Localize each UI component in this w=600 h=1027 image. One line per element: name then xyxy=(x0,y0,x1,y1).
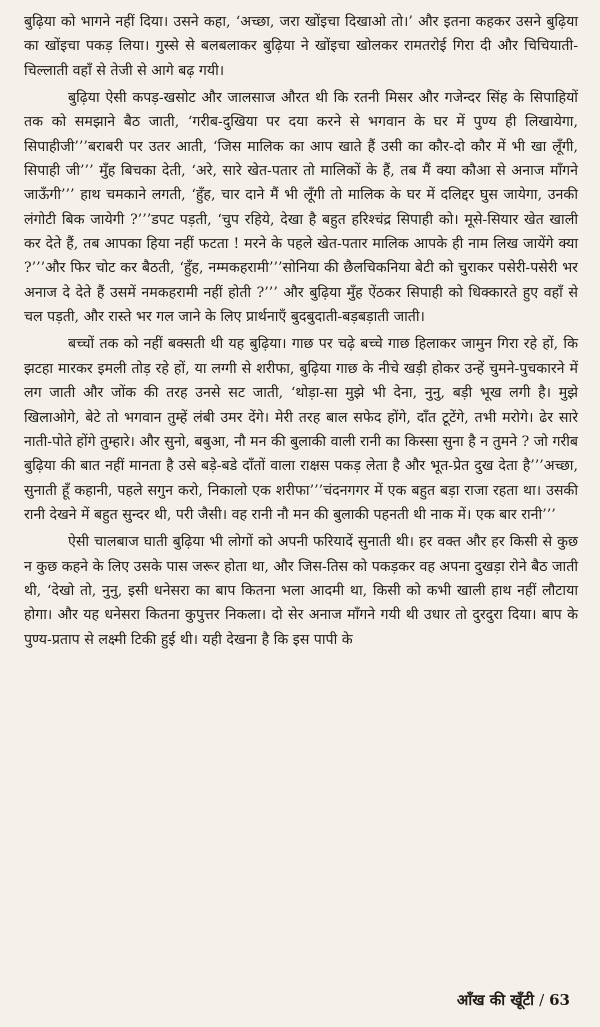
paragraph-4: ऐसी चालबाज घाती बुढ़िया भी लोगों को अपनी फरियादें सुनाती थी। हर वक्त और हर किसी से कुछ न कुछ कहने के लिए उसके पास जरूर होता था, और जिस-तिस को पकड़कर वह अपना दुखड़ा रोने बैठ जाती थी, ‘देखो तो, नुनु, इसी धनेसरा का बाप कितना भला आदमी था, किसी को कभी खाली हाथ नहीं लौटाया होगा। और यह धनेसरा कितना कुपुत्तर निकला। दो सेर अनाज माँगने गयी थी उधार तो दुरदुरा दिया। बाप के पुण्य-प्रताप से लक्ष्मी टिकी हुई थी। यही देखना है कि इस पापी के xyxy=(24,534,578,648)
paragraph-1: बुढ़िया को भागने नहीं दिया। उसने कहा, ‘अच्छा, जरा खोंइचा दिखाओ तो।’ और इतना कहकर उसने बुढ़िया का खोंइचा पकड़ लिया। गुस्से से बलबलाकर बुढ़िया ने खोंइचा खोलकर रामतरोई गिरा दी और चिचियाती-चिल्लाती वहाँ से तेजी से आगे बढ़ गयी। xyxy=(24,14,578,79)
text-body xyxy=(24,10,578,652)
page-number: 63 xyxy=(549,991,570,1009)
page-footer xyxy=(457,990,570,1010)
paragraph-2: बुढ़िया ऐसी कपड़-खसोट और जालसाज औरत थी कि रतनी मिसर और गजेन्दर सिंह के सिपाहियों तक को समझाने बैठ जाती, ‘गरीब-दुखिया पर दया करने से भगवान के घर में पुण्य ही लिखायेगा, सिपाहीजी’’’बराबरी पर उतर आती, ‘जिस मालिक का आप खाते हैं उसी का कौर-दो कौर में भी खा लूँगी, सिपाही जी’’’ मुँह बिचका देती, ‘अरे, सारे खेत-पतार तो मालिकों के हैं, तब मैं क्या कौआ से अनाज माँगने जाऊँगी’’’ हाथ चमकाने लगती, ‘हुँह, चार दाने मैं भी लूँगी तो मालिक के घर में दलिद्दर घुस जायेगा, उनकी लंगोटी बिक जायेगी ?’’’डपट पड़ती, ‘चुप रहिये, देखा है बहुत हरिश्चंद्र सिपाही को। मूसे-सियार खेत खाली कर देते हैं, तब आपका हिया नहीं फटता ! मरने के पहले खेत-पतार मालिक आपके ही नाम लिख जायेंगे क्या ?’’’और फिर चोट कर बैठती, ‘हुँह, नम्मकहरामी’’’सोनिया की छैलचिकनिया बेटी को चुराकर पसेरी-पसेरी भर अनाज दे देते हैं उसमें नमकहरामी नहीं होती ?’’’ और बुढ़िया मुँह ऐंठकर सिपाही को धिक्कारते हुए वहाँ से चल पड़ती, और रास्ते भर गल जाने के लिए प्रार्थनाएँ बुदबुदाती-बड़बड़ाती जाती। xyxy=(24,90,578,326)
book-title: आँख की खूँटी xyxy=(456,991,535,1009)
paragraph-3: बच्चों तक को नहीं बक्सती थी यह बुढ़िया। गाछ पर चढ़े बच्चे गाछ हिलाकर जामुन गिरा रहे हों, कि झटहा मारकर इमली तोड़ रहे हों, या लग्गी से शरीफा, बुढ़िया गाछ के नीचे खड़ी होकर उन्हें चुमने-पुचकारने में लग जाती और जोंक की तरह उनसे सट जाती, ‘थोड़ा-सा मुझे भी देना, नुनु, बड़ी भूख लगी है। मुझे खिलाओगे, बेटे तो भगवान तुम्हें लंबी उमर देंगे। मेरी तरह बाल सफेद होंगे, दाँत टूटेंगे, तभी मरोगे। ढेर सारे नाती-पोते होंगे तुम्हारे। और सुनो, बबुआ, नौ मन की बुलाकी वाली रानी का किस्सा सुना है न तुमने ? जो गरीब बुढ़िया की बात नहीं मानता है उसे बड़े-बडे दाँतों वाला राक्षस पकड़ लेता है और भूत-प्रेत दुख देता है’’’अच्छा, सुनाती हूँ कहानी, पहले सगुन करो, निकालो एक शरीफा’’’चंदनगगर में एक बहुत बड़ा राजा रहता था। उसकी रानी देखने में बहुत सुन्दर थी, परी जैसी। वह रानी नौ मन की बुलाकी पहनती थी नाक में। एक बार रानी’’’ xyxy=(24,336,579,523)
footer-separator: / xyxy=(539,991,545,1009)
